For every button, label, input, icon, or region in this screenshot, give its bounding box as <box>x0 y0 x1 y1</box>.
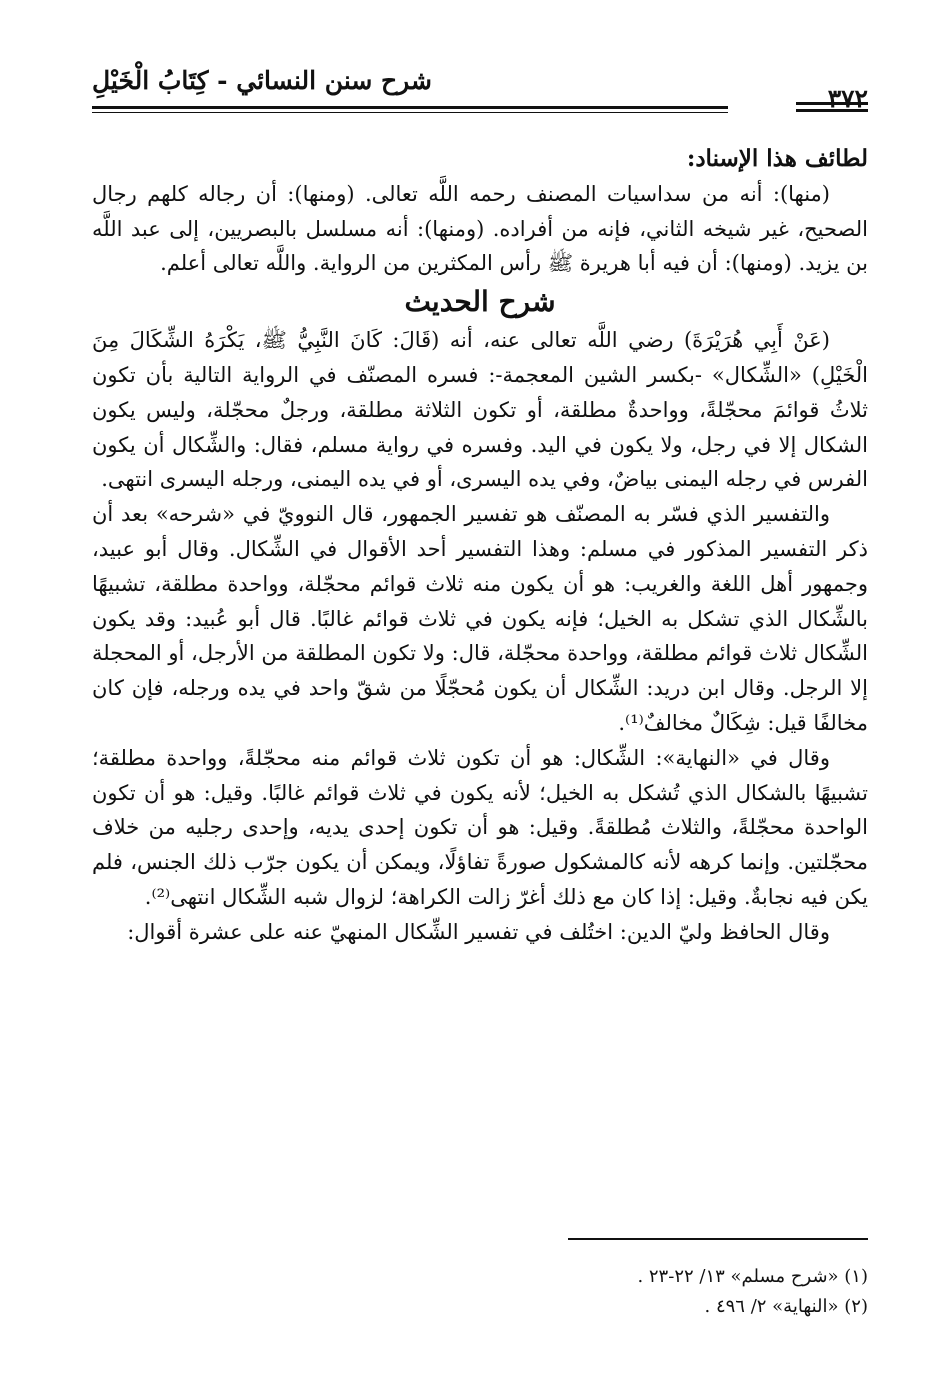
paragraph: وقال الحافظ وليّ الدين: اختُلف في تفسير الشِّكال المنهيّ عنه على عشرة أقوال: <box>127 919 830 944</box>
page-header <box>92 66 868 122</box>
paragraph: (عَنْ أَبِي هُرَيْرَةَ) رضي اللَّه تعالى عنه، أنه (قَالَ: كَانَ النَّبِيُّ ﷺ، يَكْرَهُ الشِّكَالَ مِنَ الْخَيْلِ) «الشِّكال» -بكسر الشين المعجمة-: فسره المصنّف في الرواية التالية بأن تكون ثلاثُ قوائمَ محجّلةً، وواحدةٌ مطلقة، أو تكون الثلاثة مطلقة، ورجلٌ محجّلة، وليس يكون الشكال إلا في رجل، ولا يكون في اليد. وفسره في رواية مسلم، فقال: والشِّكال أن يكون الفرس في رجله اليمنى بياضٌ، وفي يده اليسرى، أو في يده اليمنى، ورجله اليسرى انتهى. <box>92 328 868 492</box>
paragraph: والتفسير الذي فسّر به المصنّف هو تفسير الجمهور، قال النوويّ في «شرحه» بعد أن ذكر التفسير المذكور في مسلم: وهذا التفسير أحد الأقوال في الشِّكال. وقال أبو عبيد، وجمهور أهل اللغة والغريب: هو أن يكون منه ثلاث قوائم محجّلة، وواحدة مطلقة، تشبيهًا بالشِّكال الذي تشكل به الخيل؛ فإنه يكون في ثلاث قوائم غالبًا. قال أبو عُبيد: وقد يكون الشِّكال ثلاث قوائم مطلقة، وواحدة محجّلة، قال: ولا تكون المطلقة من الأرجل، أو المحجلة إلا الرجل. وقال ابن دريد: الشِّكال أن يكون مُحجّلًا من شقّ واحد في يده ورجله، فإن كان مخالفًا قيل: شِكَالٌ مخالفٌ⁽¹⁾. <box>92 502 868 735</box>
header-rule-thin <box>92 112 728 113</box>
section-heading-hadith-explanation: شرح الحديث <box>404 285 556 319</box>
paragraph: وقال في «النهاية»: الشِّكال: هو أن تكون ثلاث قوائم منه محجّلةً، وواحدة مطلقة؛ تشبيهًا بالشكال الذي تُشكل به الخيل؛ لأنه يكون في ثلاث قوائم غالبًا. وقيل: هو أن تكون الواحدة محجّلةً، والثلاث مُطلقةً. وقيل: هو أن تكون إحدى يديه، وإحدى رجليه من خلاف محجّلتين. وإنما كرهه لأنه كالمشكول صورةً تفاؤلًا، ويمكن أن يكون جرّب ذلك الجنس، فلم يكن فيه نجابةٌ. وقيل: إذا كان مع ذلك أغرّ زالت الكراهة؛ لزوال شبه الشِّكال انتهى⁽²⁾. <box>92 745 868 909</box>
footnote-list <box>92 1262 868 1322</box>
page-number: ٣٧٢ <box>827 84 868 113</box>
isnad-paragraph: (منها): أنه من سداسيات المصنف رحمه اللَّه تعالى. (ومنها): أن رجاله كلهم رجال الصحيح، غير شيخه الثاني، فإنه من أفراده. (ومنها): أنه مسلسل بالبصريين، إلى عبد اللَّه بن يزيد. (ومنها): أن فيه أبا هريرة ﷺ رأس المكثرين من الرواية. واللَّه تعالى أعلم. <box>92 181 868 276</box>
page-number-rule <box>796 102 868 105</box>
section-heading-isnad: لطائف هذا الإسناد: <box>686 145 868 172</box>
footnote-separator <box>568 1238 868 1240</box>
main-text <box>92 142 868 950</box>
footnote-1: (١) «شرح مسلم» ١٣/ ٢٢-٢٣ . <box>637 1266 868 1287</box>
footnote-2: (٢) «النهاية» ٢/ ٤٩٦ . <box>704 1296 868 1317</box>
header-title: شرح سنن النسائي - كِتَابُ الْخَيْلِ <box>92 66 432 95</box>
page-number-rule-lower <box>796 109 868 112</box>
header-rule <box>92 106 728 109</box>
